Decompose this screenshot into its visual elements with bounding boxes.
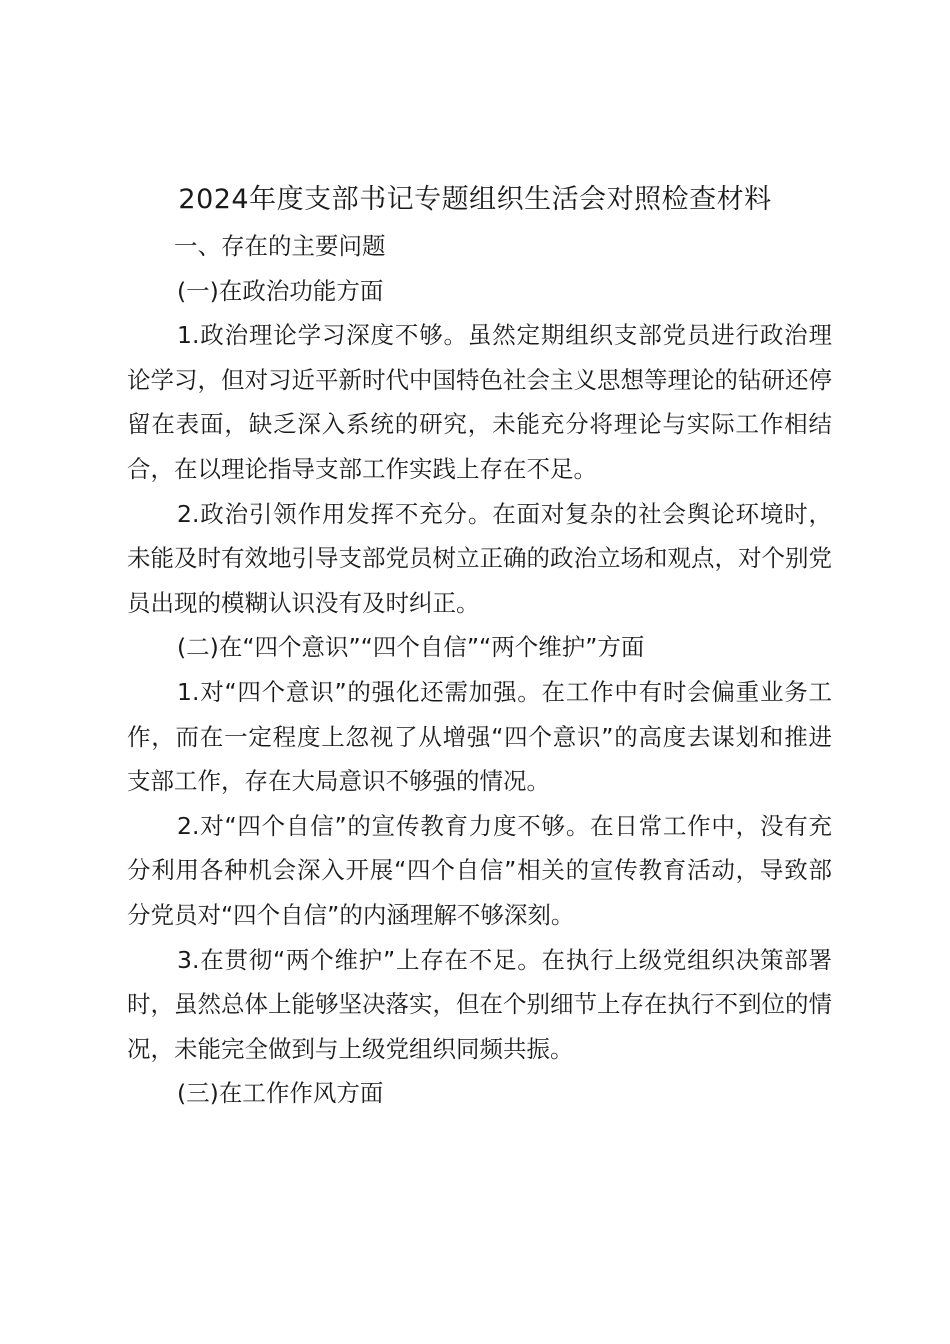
paragraph-1-1: 1.政治理论学习深度不够。虽然定期组织支部党员进行政治理论学习，但对习近平新时代中国特色社会主义思想等理论的钻研还停留在表面，缺乏深入系统的研究，未能充分将理论与实际工作相结合，在以理论指导支部工作实践上存在不足。 <box>127 321 832 483</box>
section-heading-1: 一、存在的主要问题 <box>174 232 386 260</box>
subsection-heading-2: (二)在“四个意识”“四个自信”“两个维护”方面 <box>177 633 645 662</box>
subsection-heading-3: (三)在工作作风方面 <box>177 1079 384 1108</box>
subsection-heading-1: (一)在政治功能方面 <box>177 276 384 305</box>
document-body <box>127 224 832 1116</box>
paragraph-1-2: 2.政治引领作用发挥不充分。在面对复杂的社会舆论环境时，未能及时有效地引导支部党员树立正确的政治立场和观点，对个别党员出现的模糊认识没有及时纠正。 <box>127 499 832 617</box>
paragraph-2-3: 3.在贯彻“两个维护”上存在不足。在执行上级党组织决策部署时，虽然总体上能够坚决落实，但在个别细节上存在执行不到位的情况，未能完全做到与上级党组织同频共振。 <box>127 945 832 1063</box>
document-title: 2024年度支部书记专题组织生活会对照检查材料 <box>178 184 772 215</box>
paragraph-2-2: 2.对“四个自信”的宣传教育力度不够。在日常工作中，没有充分利用各种机会深入开展“四个自信”相关的宣传教育活动，导致部分党员对“四个自信”的内涵理解不够深刻。 <box>127 811 832 929</box>
paragraph-2-1: 1.对“四个意识”的强化还需加强。在工作中有时会偏重业务工作，而在一定程度上忽视了从增强“四个意识”的高度去谋划和推进支部工作，存在大局意识不够强的情况。 <box>127 677 832 796</box>
